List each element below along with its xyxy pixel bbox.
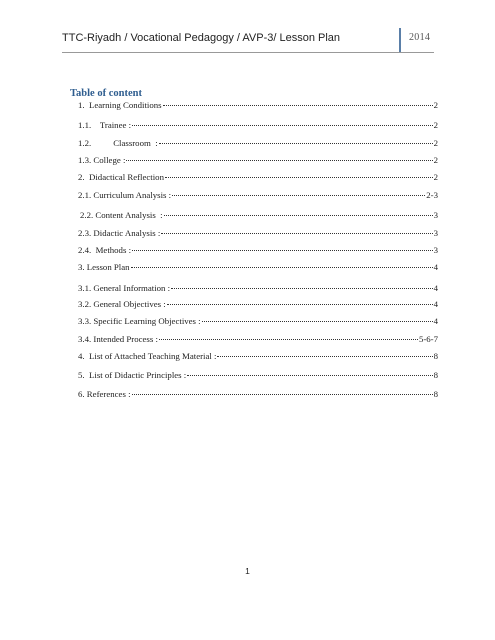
toc-dot-leader — [171, 288, 433, 289]
toc-entry[interactable] — [78, 389, 438, 399]
page-number: 1 — [245, 566, 250, 576]
toc-entry[interactable] — [78, 228, 438, 238]
toc-entry-page: 2 — [433, 100, 438, 110]
toc-entry[interactable] — [78, 120, 438, 130]
toc-entry[interactable] — [78, 262, 438, 272]
toc-entry-label: 1. Learning Conditions — [78, 100, 162, 110]
toc-dot-leader — [167, 304, 433, 305]
page-header — [62, 28, 434, 52]
toc-dot-leader — [217, 356, 432, 357]
toc-entry[interactable] — [78, 370, 438, 380]
toc-entry-page: 4 — [433, 299, 438, 309]
header-separator — [399, 28, 401, 52]
toc-dot-leader — [131, 267, 433, 268]
toc-entry[interactable] — [78, 299, 438, 309]
toc-entry-label: 2. Didactical Reflection — [78, 172, 164, 182]
toc-entry-label: 1.2. Classroom : — [78, 138, 158, 148]
toc-entry[interactable] — [78, 316, 438, 326]
toc-entry-page: 2 — [433, 172, 438, 182]
toc-heading: Table of content — [70, 88, 142, 99]
toc-entry[interactable] — [78, 155, 438, 165]
toc-dot-leader — [164, 215, 433, 216]
toc-entry-page: 4 — [433, 316, 438, 326]
toc-entry[interactable] — [78, 190, 438, 200]
toc-entry-page: 4 — [433, 262, 438, 272]
toc-dot-leader — [187, 375, 432, 376]
toc-entry-label: 1.1. Trainee : — [78, 120, 132, 130]
toc-dot-leader — [165, 177, 433, 178]
toc-entry-label: 2.3. Didactic Analysis : — [78, 228, 161, 238]
toc-entry[interactable] — [78, 283, 438, 293]
toc-dot-leader — [172, 195, 425, 196]
toc-entry-page: 5-6-7 — [418, 334, 438, 344]
toc-entry-page: 8 — [433, 351, 438, 361]
header-title: TTC-Riyadh / Vocational Pedagogy / AVP-3/ Lesson Plan — [62, 32, 341, 44]
toc-entry-page: 2-3 — [426, 190, 438, 200]
header-divider — [62, 52, 434, 53]
toc-dot-leader — [132, 125, 433, 126]
toc-dot-leader — [126, 160, 432, 161]
toc-entry[interactable] — [78, 100, 438, 110]
toc-entry-page: 2 — [433, 120, 438, 130]
toc-entry-label: 3. Lesson Plan — [78, 262, 130, 272]
toc-entry[interactable] — [78, 138, 438, 148]
toc-entry-label: 2.2. Content Analysis : — [80, 210, 163, 220]
toc-entry-label: 3.2. General Objectives : — [78, 299, 166, 309]
toc-dot-leader — [132, 250, 433, 251]
toc-entry[interactable] — [78, 245, 438, 255]
toc-entry[interactable] — [80, 210, 438, 220]
toc-dot-leader — [163, 105, 433, 106]
toc-entry-label: 2.4. Methods : — [78, 245, 132, 255]
toc-dot-leader — [132, 394, 433, 395]
toc-entry-label: 3.4. Intended Process : — [78, 334, 158, 344]
toc-entry-page: 3 — [433, 245, 438, 255]
toc-entry-page: 8 — [433, 370, 438, 380]
toc-entry-label: 2.1. Curriculum Analysis : — [78, 190, 172, 200]
toc-entry-page: 4 — [433, 283, 438, 293]
toc-dot-leader — [202, 321, 433, 322]
toc-entry-page: 3 — [433, 228, 438, 238]
toc-entry-page: 8 — [433, 389, 438, 399]
toc-dot-leader — [159, 339, 418, 340]
toc-entry[interactable] — [78, 351, 438, 361]
toc-entry-page: 2 — [433, 138, 438, 148]
toc-entry-label: 1.3. College : — [78, 155, 126, 165]
toc-entry-page: 2 — [433, 155, 438, 165]
toc-entry-page: 3 — [433, 210, 438, 220]
toc-dot-leader — [159, 143, 433, 144]
header-year: 2014 — [409, 32, 431, 43]
toc-entry-label: 5. List of Didactic Principles : — [78, 370, 187, 380]
toc-entry-label: 4. List of Attached Teaching Material : — [78, 351, 217, 361]
toc-entry[interactable] — [78, 172, 438, 182]
toc-entry-label: 3.3. Specific Learning Objectives : — [78, 316, 201, 326]
toc-entry-label: 6. References : — [78, 389, 131, 399]
toc-entry-label: 3.1. General Information : — [78, 283, 171, 293]
toc-entry[interactable] — [78, 334, 438, 344]
toc-dot-leader — [161, 233, 432, 234]
